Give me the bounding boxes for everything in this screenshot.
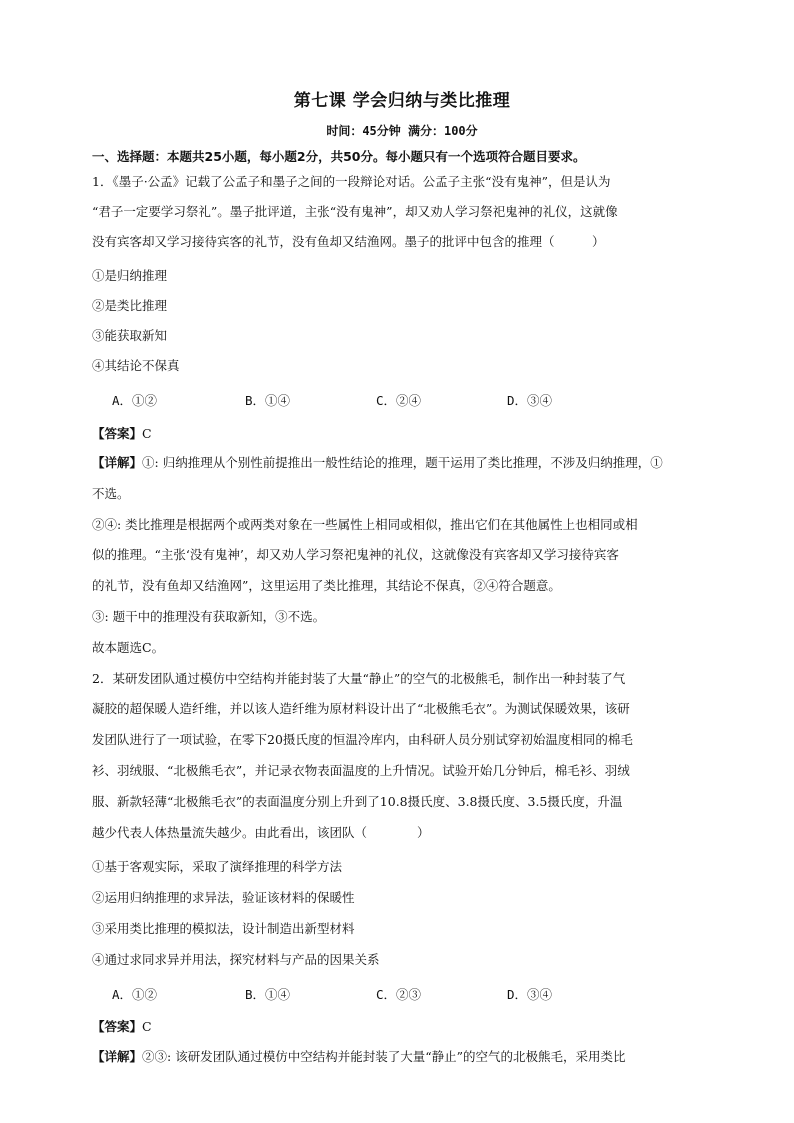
q2-stem-line: 发团队进行了一项试验，在零下20摄氏度的恒温冷库内，由科研人员分别试穿初始温度相同的棉毛 <box>92 732 633 747</box>
q1-detail-line: 似的推理。“主张‘没有鬼神’，却又劝人学习祭祀鬼神的礼仪，这就像没有宾客却又学习接待宾客 <box>92 547 619 562</box>
q2-answer <box>92 1018 712 1036</box>
q1-detail-line: 的礼节，没有鱼却又结渔网”，这里运用了类比推理，其结论不保真，②④符合题意。 <box>92 578 561 593</box>
q1-item: ④其结论不保真 <box>92 358 180 373</box>
q1-detail-line <box>92 454 712 472</box>
q1-option-b[interactable]: B．①④ <box>245 393 291 408</box>
q2-item: ③采用类比推理的模拟法，设计制造出新型材料 <box>92 921 355 936</box>
q2-item: ①基于客观实际，采取了演绎推理的科学方法 <box>92 859 343 874</box>
detail-tag: 【详解】 <box>92 455 143 470</box>
page-title: 第七课 学会归纳与类比推理 <box>293 91 511 111</box>
q1-detail-line: 故本题选C。 <box>92 640 165 655</box>
q2-stem-line: 凝胶的超保暖人造纤维，并以该人造纤维为原材料设计出了“北极熊毛衣”。为测试保暖效果，该研 <box>92 701 630 716</box>
q1-option-c[interactable]: C．②④ <box>376 393 422 408</box>
q2-stem-line: 越少代表人体热量流失越少。由此看出，该团队（ ） <box>92 825 430 840</box>
q2-stem-line: 服、新款轻薄“北极熊毛衣”的表面温度分别上升到了10.8摄氏度、3.8摄氏度、3.5摄氏度，升温 <box>92 794 623 809</box>
q1-stem-line: 1．《墨子·公孟》记载了公孟子和墨子之间的一段辩论对话。公孟子主张“没有鬼神”，但是认为 <box>92 174 611 189</box>
detail-tag: 【详解】 <box>92 1049 143 1064</box>
q1-answer <box>92 425 712 443</box>
q2-item: ②运用归纳推理的求异法，验证该材料的保暖性 <box>92 890 355 905</box>
q2-option-c[interactable]: C．②③ <box>376 987 422 1002</box>
exam-info: 时间：45分钟 满分：100分 <box>326 124 478 138</box>
answer-value: C <box>142 426 152 441</box>
q1-option-d[interactable]: D．③④ <box>507 393 553 408</box>
q1-item: ①是归纳推理 <box>92 268 168 283</box>
section-header: 一、选择题：本题共25小题，每小题2分，共50分。每小题只有一个选项符合题目要求。 <box>92 149 586 164</box>
q2-option-d[interactable]: D．③④ <box>507 987 553 1002</box>
q1-stem-line: “君子一定要学习祭礼”。墨子批评道，主张“没有鬼神”，却又劝人学习祭祀鬼神的礼仪，这就像 <box>92 204 618 219</box>
q2-item: ④通过求同求异并用法，探究材料与产品的因果关系 <box>92 952 380 967</box>
q2-stem-line: 衫、羽绒服、“北极熊毛衣”，并记录衣物表面温度的上升情况。试验开始几分钟后，棉毛衫、羽绒 <box>92 763 630 778</box>
q2-stem-line: 2．某研发团队通过模仿中空结构并能封装了大量“静止”的空气的北极熊毛，制作出一种封装了气 <box>92 671 626 686</box>
q2-option-a[interactable]: A．①② <box>112 987 158 1002</box>
q1-detail-line: ②④: 类比推理是根据两个或两类对象在一些属性上相同或相似，推出它们在其他属性上也相同或相 <box>92 517 638 532</box>
q1-item: ②是类比推理 <box>92 298 168 313</box>
q2-detail-line <box>92 1048 712 1066</box>
q1-detail-line: ③: 题干中的推理没有获取新知，③不选。 <box>92 609 326 624</box>
detail-text: ①: 归纳推理从个别性前提推出一般性结论的推理，题干运用了类比推理，不涉及归纳推理，① <box>142 455 663 470</box>
q1-stem-line: 没有宾客却又学习接待宾客的礼节，没有鱼却又结渔网。墨子的批评中包含的推理（ ） <box>92 234 605 249</box>
answer-value: C <box>142 1019 152 1034</box>
q1-item: ③能获取新知 <box>92 328 168 343</box>
detail-text: ②③: 该研发团队通过模仿中空结构并能封装了大量“静止”的空气的北极熊毛，采用类比 <box>142 1049 626 1064</box>
q2-option-b[interactable]: B．①④ <box>245 987 291 1002</box>
answer-tag: 【答案】 <box>92 1019 143 1034</box>
answer-tag: 【答案】 <box>92 426 143 441</box>
q1-option-a[interactable]: A．①② <box>112 393 158 408</box>
q1-detail-line: 不选。 <box>92 486 130 501</box>
